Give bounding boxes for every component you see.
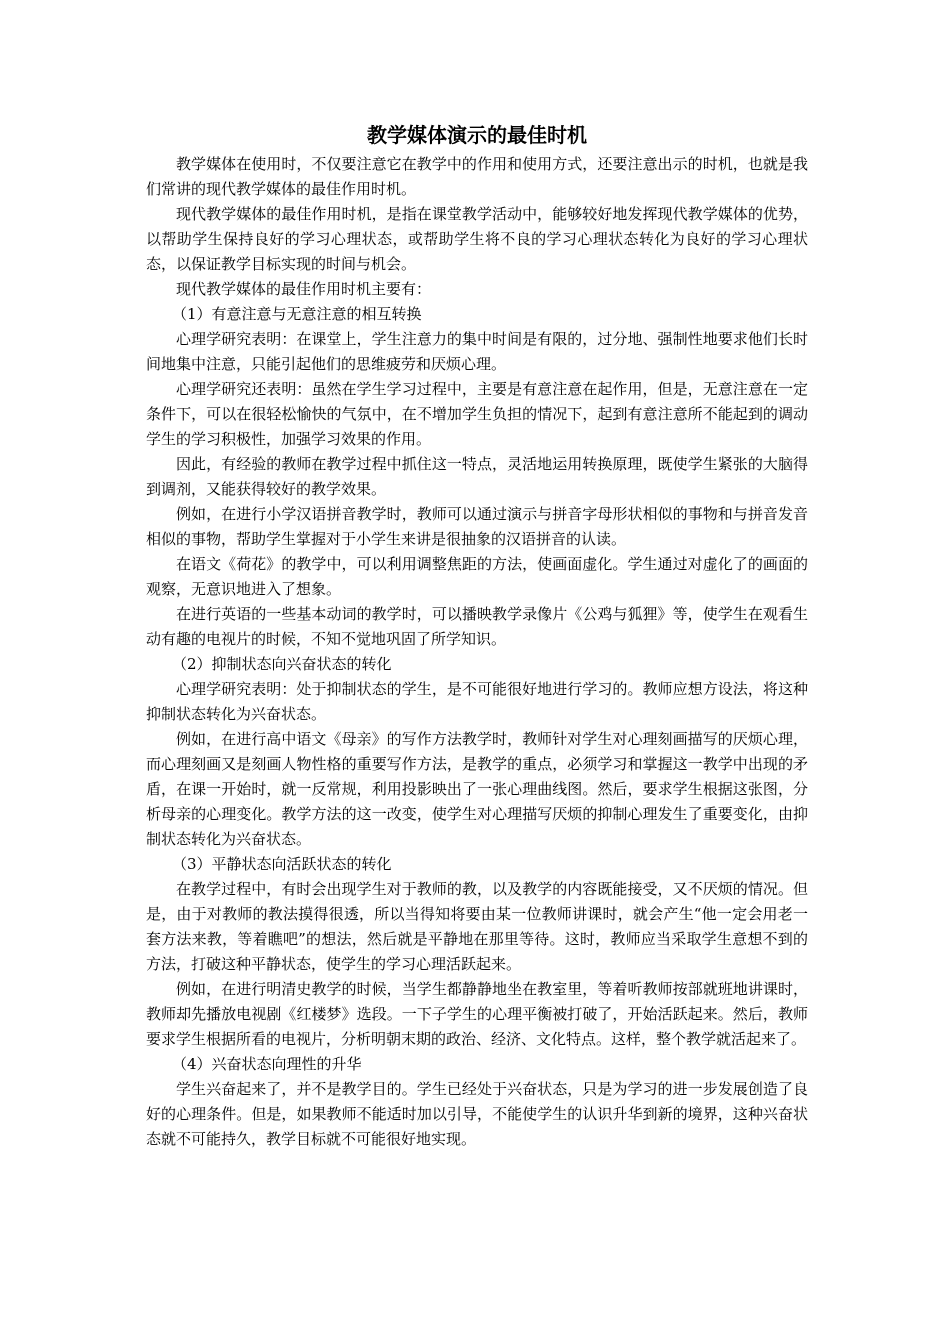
section-heading: （3）平静状态向活跃状态的转化 [172,855,392,873]
document-title: 教学媒体演示的最佳时机 [367,123,587,147]
section-heading: （4）兴奋状态向理性的升华 [172,1055,362,1073]
document-page [146,120,808,1152]
body-paragraph: 心理学研究表明：在课堂上，学生注意力的集中时间是有限的，过分地、强制性地要求他们长时间地集中注意，只能引起他们的思维疲劳和厌烦心理。 [146,330,808,373]
body-paragraph: 现代教学媒体的最佳作用时机主要有： [176,280,432,298]
body-paragraph: 现代教学媒体的最佳作用时机，是指在课堂教学活动中，能够较好地发挥现代教学媒体的优势，以帮助学生保持良好的学习心理状态，或帮助学生将不良的学习心理状态转化为良好的学习心理状态，以保证教学目标实现的时间与机会。 [146,205,808,273]
body-paragraph: 因此，有经验的教师在教学过程中抓住这一特点，灵活地运用转换原理，既使学生紧张的大脑得到调剂，又能获得较好的教学效果。 [146,455,808,498]
document-body [146,152,808,1152]
body-paragraph: 心理学研究还表明：虽然在学生学习过程中，主要是有意注意在起作用，但是，无意注意在一定条件下，可以在很轻松愉快的气氛中，在不增加学生负担的情况下，起到有意注意所不能起到的调动学生的学习积极性，加强学习效果的作用。 [146,380,808,448]
body-paragraph: 学生兴奋起来了，并不是教学目的。学生已经处于兴奋状态，只是为学习的进一步发展创造了良好的心理条件。但是，如果教师不能适时加以引导，不能使学生的认识升华到新的境界，这种兴奋状态就不可能持久，教学目标就不可能很好地实现。 [146,1080,808,1148]
body-paragraph: 教学媒体在使用时，不仅要注意它在教学中的作用和使用方式，还要注意出示的时机，也就是我们常讲的现代教学媒体的最佳作用时机。 [146,155,808,198]
body-paragraph: 心理学研究表明：处于抑制状态的学生，是不可能很好地进行学习的。教师应想方设法，将这种抑制状态转化为兴奋状态。 [146,680,808,723]
section-heading: （2）抑制状态向兴奋状态的转化 [172,655,392,673]
body-paragraph: 在语文《荷花》的教学中，可以利用调整焦距的方法，使画面虚化。学生通过对虚化了的画面的观察，无意识地进入了想象。 [146,555,808,598]
body-paragraph: 在进行英语的一些基本动词的教学时，可以播映教学录像片《公鸡与狐狸》等，使学生在观看生动有趣的电视片的时候，不知不觉地巩固了所学知识。 [146,605,808,648]
body-paragraph: 例如，在进行明清史教学的时候，当学生都静静地坐在教室里，等着听教师按部就班地讲课时，教师却先播放电视剧《红楼梦》选段。一下子学生的心理平衡被打破了，开始活跃起来。然后，教师要求学生根据所看的电视片，分析明朝末期的政治、经济、文化特点。这样，整个教学就活起来了。 [146,980,808,1048]
body-paragraph: 例如，在进行高中语文《母亲》的写作方法教学时，教师针对学生对心理刻画描写的厌烦心理，而心理刻画又是刻画人物性格的重要写作方法，是教学的重点，必须学习和掌握这一教学中出现的矛盾，在课一开始时，就一反常规，利用投影映出了一张心理曲线图。然后，要求学生根据这张图，分析母亲的心理变化。教学方法的这一改变，使学生对心理描写厌烦的抑制心理发生了重要变化，由抑制状态转化为兴奋状态。 [146,730,808,848]
body-paragraph: 例如，在进行小学汉语拼音教学时，教师可以通过演示与拼音字母形状相似的事物和与拼音发音相似的事物，帮助学生掌握对于小学生来讲是很抽象的汉语拼音的认读。 [146,505,808,548]
section-heading: （1）有意注意与无意注意的相互转换 [172,305,422,323]
body-paragraph: 在教学过程中，有时会出现学生对于教师的教，以及教学的内容既能接受，又不厌烦的情况。但是，由于对教师的教法摸得很透，所以当得知将要由某一位教师讲课时，就会产生“他一定会用老一套方法来教，等着瞧吧”的想法，然后就是平静地在那里等待。这时，教师应当采取学生意想不到的方法，打破这种平静状态，使学生的学习心理活跃起来。 [146,880,808,973]
